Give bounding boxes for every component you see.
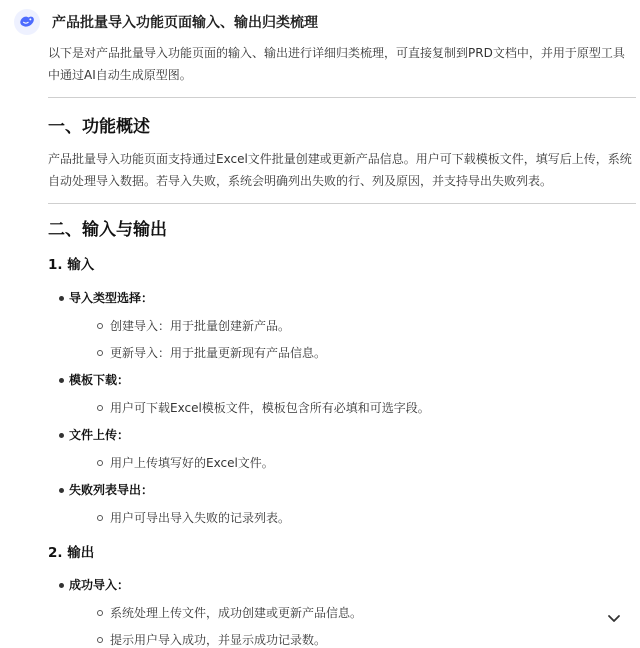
list-item	[48, 427, 636, 471]
list-item	[69, 318, 636, 334]
list-item-text: 提示用户导入成功，并显示成功记录数。	[110, 633, 327, 647]
list-item	[69, 632, 636, 648]
section-heading-overview: 一、功能概述	[48, 117, 150, 137]
list-item	[69, 400, 636, 416]
list-item	[48, 372, 636, 416]
message-content	[48, 40, 636, 648]
list-item	[69, 510, 636, 526]
list-item-text: 创建导入：用于批量创建新产品。	[110, 319, 291, 333]
list-item-label: 成功导入：	[69, 578, 130, 592]
chevron-down-icon[interactable]	[604, 608, 624, 628]
list-item-text: 更新导入：用于批量更新现有产品信息。	[110, 346, 327, 360]
message-title: 产品批量导入功能页面输入、输出归类梳理	[52, 15, 318, 31]
list-item	[69, 345, 636, 361]
section-heading-io: 二、输入与输出	[48, 220, 167, 240]
output-list	[48, 577, 636, 648]
divider	[48, 203, 636, 204]
list-item-text: 用户可下载Excel模板文件，模板包含所有必填和可选字段。	[110, 401, 430, 415]
bullet	[59, 296, 64, 301]
list-item-text: 用户上传填写好的Excel文件。	[110, 456, 274, 470]
subsection-heading-output: 2. 输出	[48, 545, 95, 561]
assistant-logo-icon	[14, 9, 40, 35]
message-header	[14, 8, 318, 36]
overview-text: 产品批量导入功能页面支持通过Excel文件批量创建或更新产品信息。用户可下载模板文件，填写后上传，系统自动处理导入数据。若导入失败，系统会明确列出失败的行、列及原因，并支持导出失败列表。	[48, 152, 632, 188]
list-item	[69, 605, 636, 621]
divider	[48, 97, 636, 98]
list-item-label: 模板下载：	[69, 373, 130, 387]
list-item	[48, 290, 636, 361]
list-item-text: 用户可导出导入失败的记录列表。	[110, 511, 291, 525]
list-item-text: 系统处理上传文件，成功创建或更新产品信息。	[110, 606, 363, 620]
list-item-label: 导入类型选择：	[69, 291, 154, 305]
list-item	[48, 577, 636, 648]
input-list	[48, 290, 636, 526]
intro-text: 以下是对产品批量导入功能页面的输入、输出进行详细归类梳理，可直接复制到PRD文档中，并用于原型工具中通过AI自动生成原型图。	[48, 46, 625, 82]
list-item	[69, 455, 636, 471]
list-item-label: 失败列表导出：	[69, 483, 154, 497]
list-item-label: 文件上传：	[69, 428, 130, 442]
subsection-heading-input: 1. 输入	[48, 257, 95, 273]
list-item	[48, 482, 636, 526]
